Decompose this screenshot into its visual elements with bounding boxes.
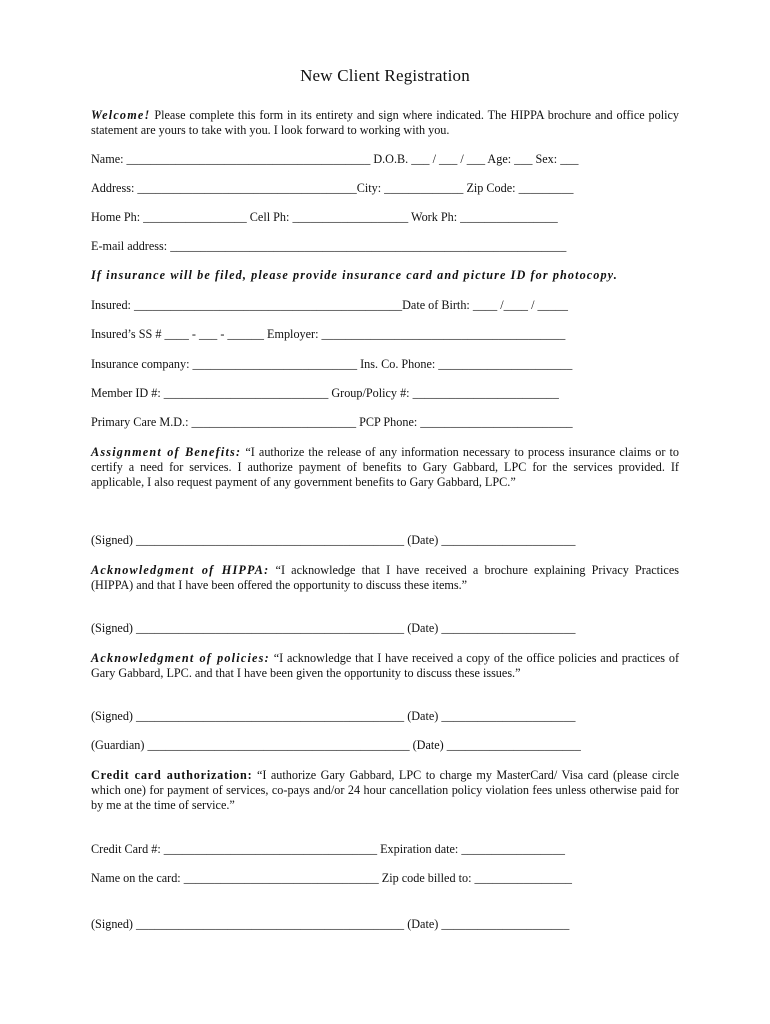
name-dob-field-line[interactable]: Name: ________________________________________ D.O.B. ___ / ___ / ___ Age: ___ Sex: ___ xyxy=(91,152,579,166)
policies-text: “I acknowledge that I have received a copy of the office policies and practices of Gary Gabbard, LPC. and that I have been given the opportunity to discuss these issues.” xyxy=(91,651,680,680)
assignment-signature-line[interactable]: (Signed) ____________________________________________ (Date) ______________________ xyxy=(91,533,576,547)
credit-text: “I authorize Gary Gabbard, LPC to charge my MasterCard/ Visa card (please circle which one) for payment of services, co-pays and/or 24 hour cancellation policy violation fees unless otherwise paid for by me at the time of service.” xyxy=(91,768,680,812)
ss-employer-field-line[interactable]: Insured’s SS # ____ - ___ - ______ Employer: ________________________________________ xyxy=(91,327,566,341)
assignment-text: “I authorize the release of any information necessary to process insurance claims or to certify a need for services. I authorize payment of benefits to Gary Gabbard, LPC for the services provided. If applicable, I also request payment of any government benefits to Gary Gabbard, LPC.” xyxy=(91,445,679,489)
hippa-paragraph xyxy=(91,563,679,593)
pcp-field-line[interactable]: Primary Care M.D.: ___________________________ PCP Phone: _________________________ xyxy=(91,415,573,429)
card-name-field-line[interactable]: Name on the card: ________________________________ Zip code billed to: ________________ xyxy=(91,871,573,885)
assignment-paragraph xyxy=(91,445,679,490)
credit-lead: Credit card authorization: xyxy=(91,768,253,782)
policies-paragraph xyxy=(91,651,679,681)
hippa-signature-line[interactable]: (Signed) ____________________________________________ (Date) ______________________ xyxy=(91,621,576,635)
hippa-text: “I acknowledge that I have received a brochure explaining Privacy Practices (HIPPA) and that I have been offered the opportunity to discuss these items.” xyxy=(91,563,679,592)
email-field-line[interactable]: E-mail address: _________________________________________________________________ xyxy=(91,239,567,253)
member-id-field-line[interactable]: Member ID #: ___________________________ Group/Policy #: ________________________ xyxy=(91,386,559,400)
welcome-text: Please complete this form in its entirety and sign where indicated. The HIPPA brochure and office policy statement are yours to take with you. I look forward to working with you. xyxy=(91,108,679,137)
guardian-signature-line[interactable]: (Guardian) ___________________________________________ (Date) ______________________ xyxy=(91,738,581,752)
phone-field-line[interactable]: Home Ph: _________________ Cell Ph: ___________________ Work Ph: ________________ xyxy=(91,210,558,224)
welcome-paragraph xyxy=(91,108,679,138)
assignment-lead: Assignment of Benefits: xyxy=(91,445,242,459)
page-title: New Client Registration xyxy=(300,66,470,85)
credit-signature-line[interactable]: (Signed) ____________________________________________ (Date) _____________________ xyxy=(91,917,570,931)
insurance-company-field-line[interactable]: Insurance company: ___________________________ Ins. Co. Phone: ______________________ xyxy=(91,357,573,371)
credit-card-number-field-line[interactable]: Credit Card #: ___________________________________ Expiration date: _________________ xyxy=(91,842,565,856)
address-field-line[interactable]: Address: ____________________________________City: _____________ Zip Code: _________ xyxy=(91,181,574,195)
insurance-heading: If insurance will be filed, please provide insurance card and picture ID for photocopy. xyxy=(91,268,618,282)
policies-signature-line[interactable]: (Signed) ____________________________________________ (Date) ______________________ xyxy=(91,709,576,723)
credit-paragraph xyxy=(91,768,679,813)
hippa-lead: Acknowledgment of HIPPA: xyxy=(91,563,270,577)
insured-field-line[interactable]: Insured: ____________________________________________Date of Birth: ____ /____ / _____ xyxy=(91,298,568,312)
policies-lead: Acknowledgment of policies: xyxy=(91,651,270,665)
welcome-lead: Welcome! xyxy=(91,108,151,122)
